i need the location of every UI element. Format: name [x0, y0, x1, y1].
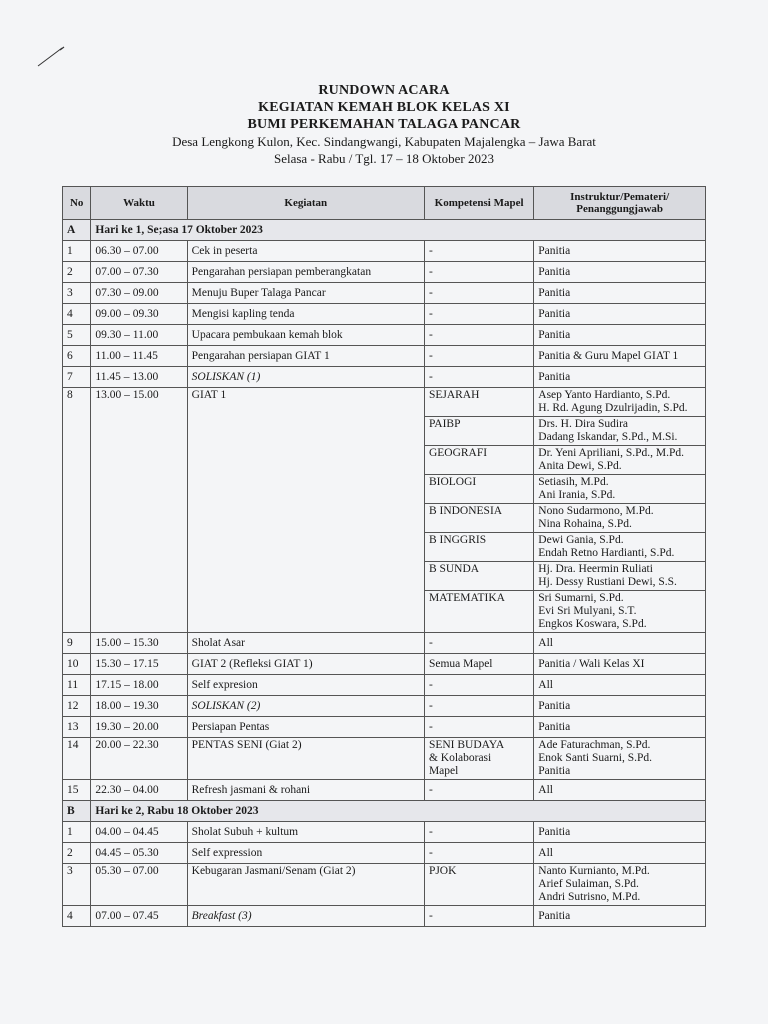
table-row: [63, 304, 706, 325]
row-kegiatan: SOLISKAN (1): [187, 367, 424, 388]
row-kompetensi: -: [424, 346, 533, 367]
row-waktu: 17.15 – 18.00: [91, 675, 187, 696]
row-no: 15: [63, 780, 91, 801]
row-kegiatan: Cek in peserta: [187, 241, 424, 262]
table-row: [63, 367, 706, 388]
row-kegiatan: Upacara pembukaan kemah blok: [187, 325, 424, 346]
subject-instruktur: Hj. Dra. Heermin Ruliati Hj. Dessy Rustiani Dewi, S.S.: [534, 562, 706, 591]
row-no: 5: [63, 325, 91, 346]
row-instruktur: Panitia: [534, 304, 706, 325]
table-row: [63, 262, 706, 283]
pen-stroke-mark: [36, 44, 66, 68]
row-kegiatan: GIAT 2 (Refleksi GIAT 1): [187, 654, 424, 675]
subject-mapel: B INGGRIS: [424, 533, 533, 562]
subject-mapel: MATEMATIKA: [424, 591, 533, 633]
section-title: Hari ke 2, Rabu 18 Oktober 2023: [91, 801, 706, 822]
table-row: [63, 241, 706, 262]
row-kompetensi: -: [424, 717, 533, 738]
table-row: [63, 675, 706, 696]
row-waktu: 11.45 – 13.00: [91, 367, 187, 388]
row-no: 6: [63, 346, 91, 367]
venue-name: BUMI PERKEMAHAN TALAGA PANCAR: [247, 117, 521, 132]
row-waktu: 09.00 – 09.30: [91, 304, 187, 325]
row-waktu: 07.00 – 07.45: [91, 906, 187, 927]
row-waktu: 07.00 – 07.30: [91, 262, 187, 283]
row-kegiatan: Persiapan Pentas: [187, 717, 424, 738]
row-waktu: 07.30 – 09.00: [91, 283, 187, 304]
row-kegiatan: Breakfast (3): [187, 906, 424, 927]
subject-mapel: SEJARAH: [424, 388, 533, 417]
doc-title: RUNDOWN ACARA: [318, 83, 450, 98]
subject-mapel: B SUNDA: [424, 562, 533, 591]
subject-instruktur: Nono Sudarmono, M.Pd. Nina Rohaina, S.Pd.: [534, 504, 706, 533]
row-kegiatan: PENTAS SENI (Giat 2): [187, 738, 424, 780]
row-kegiatan: Sholat Asar: [187, 633, 424, 654]
table-row: [63, 780, 706, 801]
row-no: 4: [63, 906, 91, 927]
section-label: B: [63, 801, 91, 822]
subject-instruktur: Setiasih, M.Pd. Ani Irania, S.Pd.: [534, 475, 706, 504]
section-row-day-2: [63, 801, 706, 822]
row-kompetensi: -: [424, 696, 533, 717]
row-no: 14: [63, 738, 91, 780]
row-kegiatan: Kebugaran Jasmani/Senam (Giat 2): [187, 864, 424, 906]
table-row: [63, 696, 706, 717]
row-kegiatan: Sholat Subuh + kultum: [187, 822, 424, 843]
row-waktu: 06.30 – 07.00: [91, 241, 187, 262]
row-instruktur: Panitia: [534, 262, 706, 283]
row-kompetensi: -: [424, 262, 533, 283]
row-kompetensi: SENI BUDAYA & Kolaborasi Mapel: [424, 738, 533, 780]
row-instruktur: Panitia: [534, 283, 706, 304]
row-instruktur: All: [534, 675, 706, 696]
row-waktu: 11.00 – 11.45: [91, 346, 187, 367]
row-instruktur: Panitia / Wali Kelas XI: [534, 654, 706, 675]
row-no: 3: [63, 283, 91, 304]
row-waktu: 20.00 – 22.30: [91, 738, 187, 780]
header-no: No: [63, 187, 91, 220]
row-instruktur: Panitia: [534, 367, 706, 388]
event-name: KEGIATAN KEMAH BLOK KELAS XI: [258, 100, 510, 115]
subject-instruktur: Sri Sumarni, S.Pd. Evi Sri Mulyani, S.T. Engkos Koswara, S.Pd.: [534, 591, 706, 633]
table-row: [63, 283, 706, 304]
row-waktu: 04.00 – 04.45: [91, 822, 187, 843]
row-kompetensi: -: [424, 843, 533, 864]
row-no: 1: [63, 241, 91, 262]
row-kegiatan: GIAT 1: [187, 388, 424, 633]
row-kompetensi: -: [424, 304, 533, 325]
subject-mapel: B INDONESIA: [424, 504, 533, 533]
row-waktu: 18.00 – 19.30: [91, 696, 187, 717]
row-no: 1: [63, 822, 91, 843]
table-row-giat-1: [63, 388, 706, 417]
row-no: 12: [63, 696, 91, 717]
row-instruktur: Panitia: [534, 717, 706, 738]
section-title: Hari ke 1, Se;asa 17 Oktober 2023: [91, 220, 706, 241]
row-kompetensi: -: [424, 780, 533, 801]
subject-instruktur: Asep Yanto Hardianto, S.Pd. H. Rd. Agung Dzulrijadin, S.Pd.: [534, 388, 706, 417]
row-instruktur: Panitia: [534, 325, 706, 346]
row-kompetensi: PJOK: [424, 864, 533, 906]
row-instruktur: Panitia & Guru Mapel GIAT 1: [534, 346, 706, 367]
row-kompetensi: -: [424, 633, 533, 654]
row-no: 7: [63, 367, 91, 388]
row-kompetensi: -: [424, 822, 533, 843]
row-instruktur: Panitia: [534, 241, 706, 262]
row-kegiatan: Pengarahan persiapan GIAT 1: [187, 346, 424, 367]
table-row: [63, 654, 706, 675]
table-row: [63, 633, 706, 654]
header-kegiatan: Kegiatan: [187, 187, 424, 220]
row-kompetensi: -: [424, 906, 533, 927]
row-kompetensi: -: [424, 325, 533, 346]
subject-mapel: BIOLOGI: [424, 475, 533, 504]
table-row: [63, 822, 706, 843]
row-waktu: 15.30 – 17.15: [91, 654, 187, 675]
document-header: [0, 82, 768, 167]
table-row: [63, 717, 706, 738]
row-waktu: 19.30 – 20.00: [91, 717, 187, 738]
row-kegiatan: Self expresion: [187, 675, 424, 696]
subject-mapel: PAIBP: [424, 417, 533, 446]
row-kompetensi: -: [424, 367, 533, 388]
header-kompetensi: Kompetensi Mapel: [424, 187, 533, 220]
row-waktu: 15.00 – 15.30: [91, 633, 187, 654]
row-waktu: 13.00 – 15.00: [91, 388, 187, 633]
row-waktu: 09.30 – 11.00: [91, 325, 187, 346]
row-kegiatan: SOLISKAN (2): [187, 696, 424, 717]
table-row-pentas: [63, 738, 706, 780]
row-no: 8: [63, 388, 91, 633]
row-kompetensi: -: [424, 241, 533, 262]
row-instruktur: Panitia: [534, 906, 706, 927]
venue-address: Desa Lengkong Kulon, Kec. Sindangwangi, Kabupaten Majalengka – Jawa Barat: [172, 134, 596, 149]
table-row: [63, 843, 706, 864]
row-instruktur: Panitia: [534, 822, 706, 843]
row-kompetensi: -: [424, 283, 533, 304]
row-instruktur: Nanto Kurnianto, M.Pd. Arief Sulaiman, S.Pd. Andri Sutrisno, M.Pd.: [534, 864, 706, 906]
subject-instruktur: Dewi Gania, S.Pd. Endah Retno Hardianti, S.Pd.: [534, 533, 706, 562]
row-no: 9: [63, 633, 91, 654]
rundown-table: [62, 186, 706, 927]
row-no: 3: [63, 864, 91, 906]
table-row: [63, 325, 706, 346]
row-kegiatan: Self expression: [187, 843, 424, 864]
row-instruktur: All: [534, 633, 706, 654]
header-waktu: Waktu: [91, 187, 187, 220]
subject-instruktur: Drs. H. Dira Sudira Dadang Iskandar, S.Pd., M.Si.: [534, 417, 706, 446]
row-kompetensi: Semua Mapel: [424, 654, 533, 675]
row-instruktur: All: [534, 843, 706, 864]
table-row: [63, 346, 706, 367]
row-instruktur: Ade Faturachman, S.Pd. Enok Santi Suarni, S.Pd. Panitia: [534, 738, 706, 780]
section-row-day-1: [63, 220, 706, 241]
event-dates: Selasa - Rabu / Tgl. 17 – 18 Oktober 2023: [273, 151, 494, 166]
subject-mapel: GEOGRAFI: [424, 446, 533, 475]
row-kegiatan: Refresh jasmani & rohani: [187, 780, 424, 801]
row-no: 4: [63, 304, 91, 325]
row-instruktur: All: [534, 780, 706, 801]
row-kegiatan: Pengarahan persiapan pemberangkatan: [187, 262, 424, 283]
row-kegiatan: Menuju Buper Talaga Pancar: [187, 283, 424, 304]
row-no: 2: [63, 843, 91, 864]
section-label: A: [63, 220, 91, 241]
subject-instruktur: Dr. Yeni Apriliani, S.Pd., M.Pd. Anita Dewi, S.Pd.: [534, 446, 706, 475]
row-kegiatan: Mengisi kapling tenda: [187, 304, 424, 325]
table-row: [63, 906, 706, 927]
row-kompetensi: -: [424, 675, 533, 696]
table-header-row: [63, 187, 706, 220]
row-no: 2: [63, 262, 91, 283]
row-no: 13: [63, 717, 91, 738]
row-waktu: 22.30 – 04.00: [91, 780, 187, 801]
row-waktu: 05.30 – 07.00: [91, 864, 187, 906]
row-no: 11: [63, 675, 91, 696]
table-row-kebugaran: [63, 864, 706, 906]
row-no: 10: [63, 654, 91, 675]
row-instruktur: Panitia: [534, 696, 706, 717]
header-instruktur: Instruktur/Pemateri/ Penanggungjawab: [534, 187, 706, 220]
row-waktu: 04.45 – 05.30: [91, 843, 187, 864]
